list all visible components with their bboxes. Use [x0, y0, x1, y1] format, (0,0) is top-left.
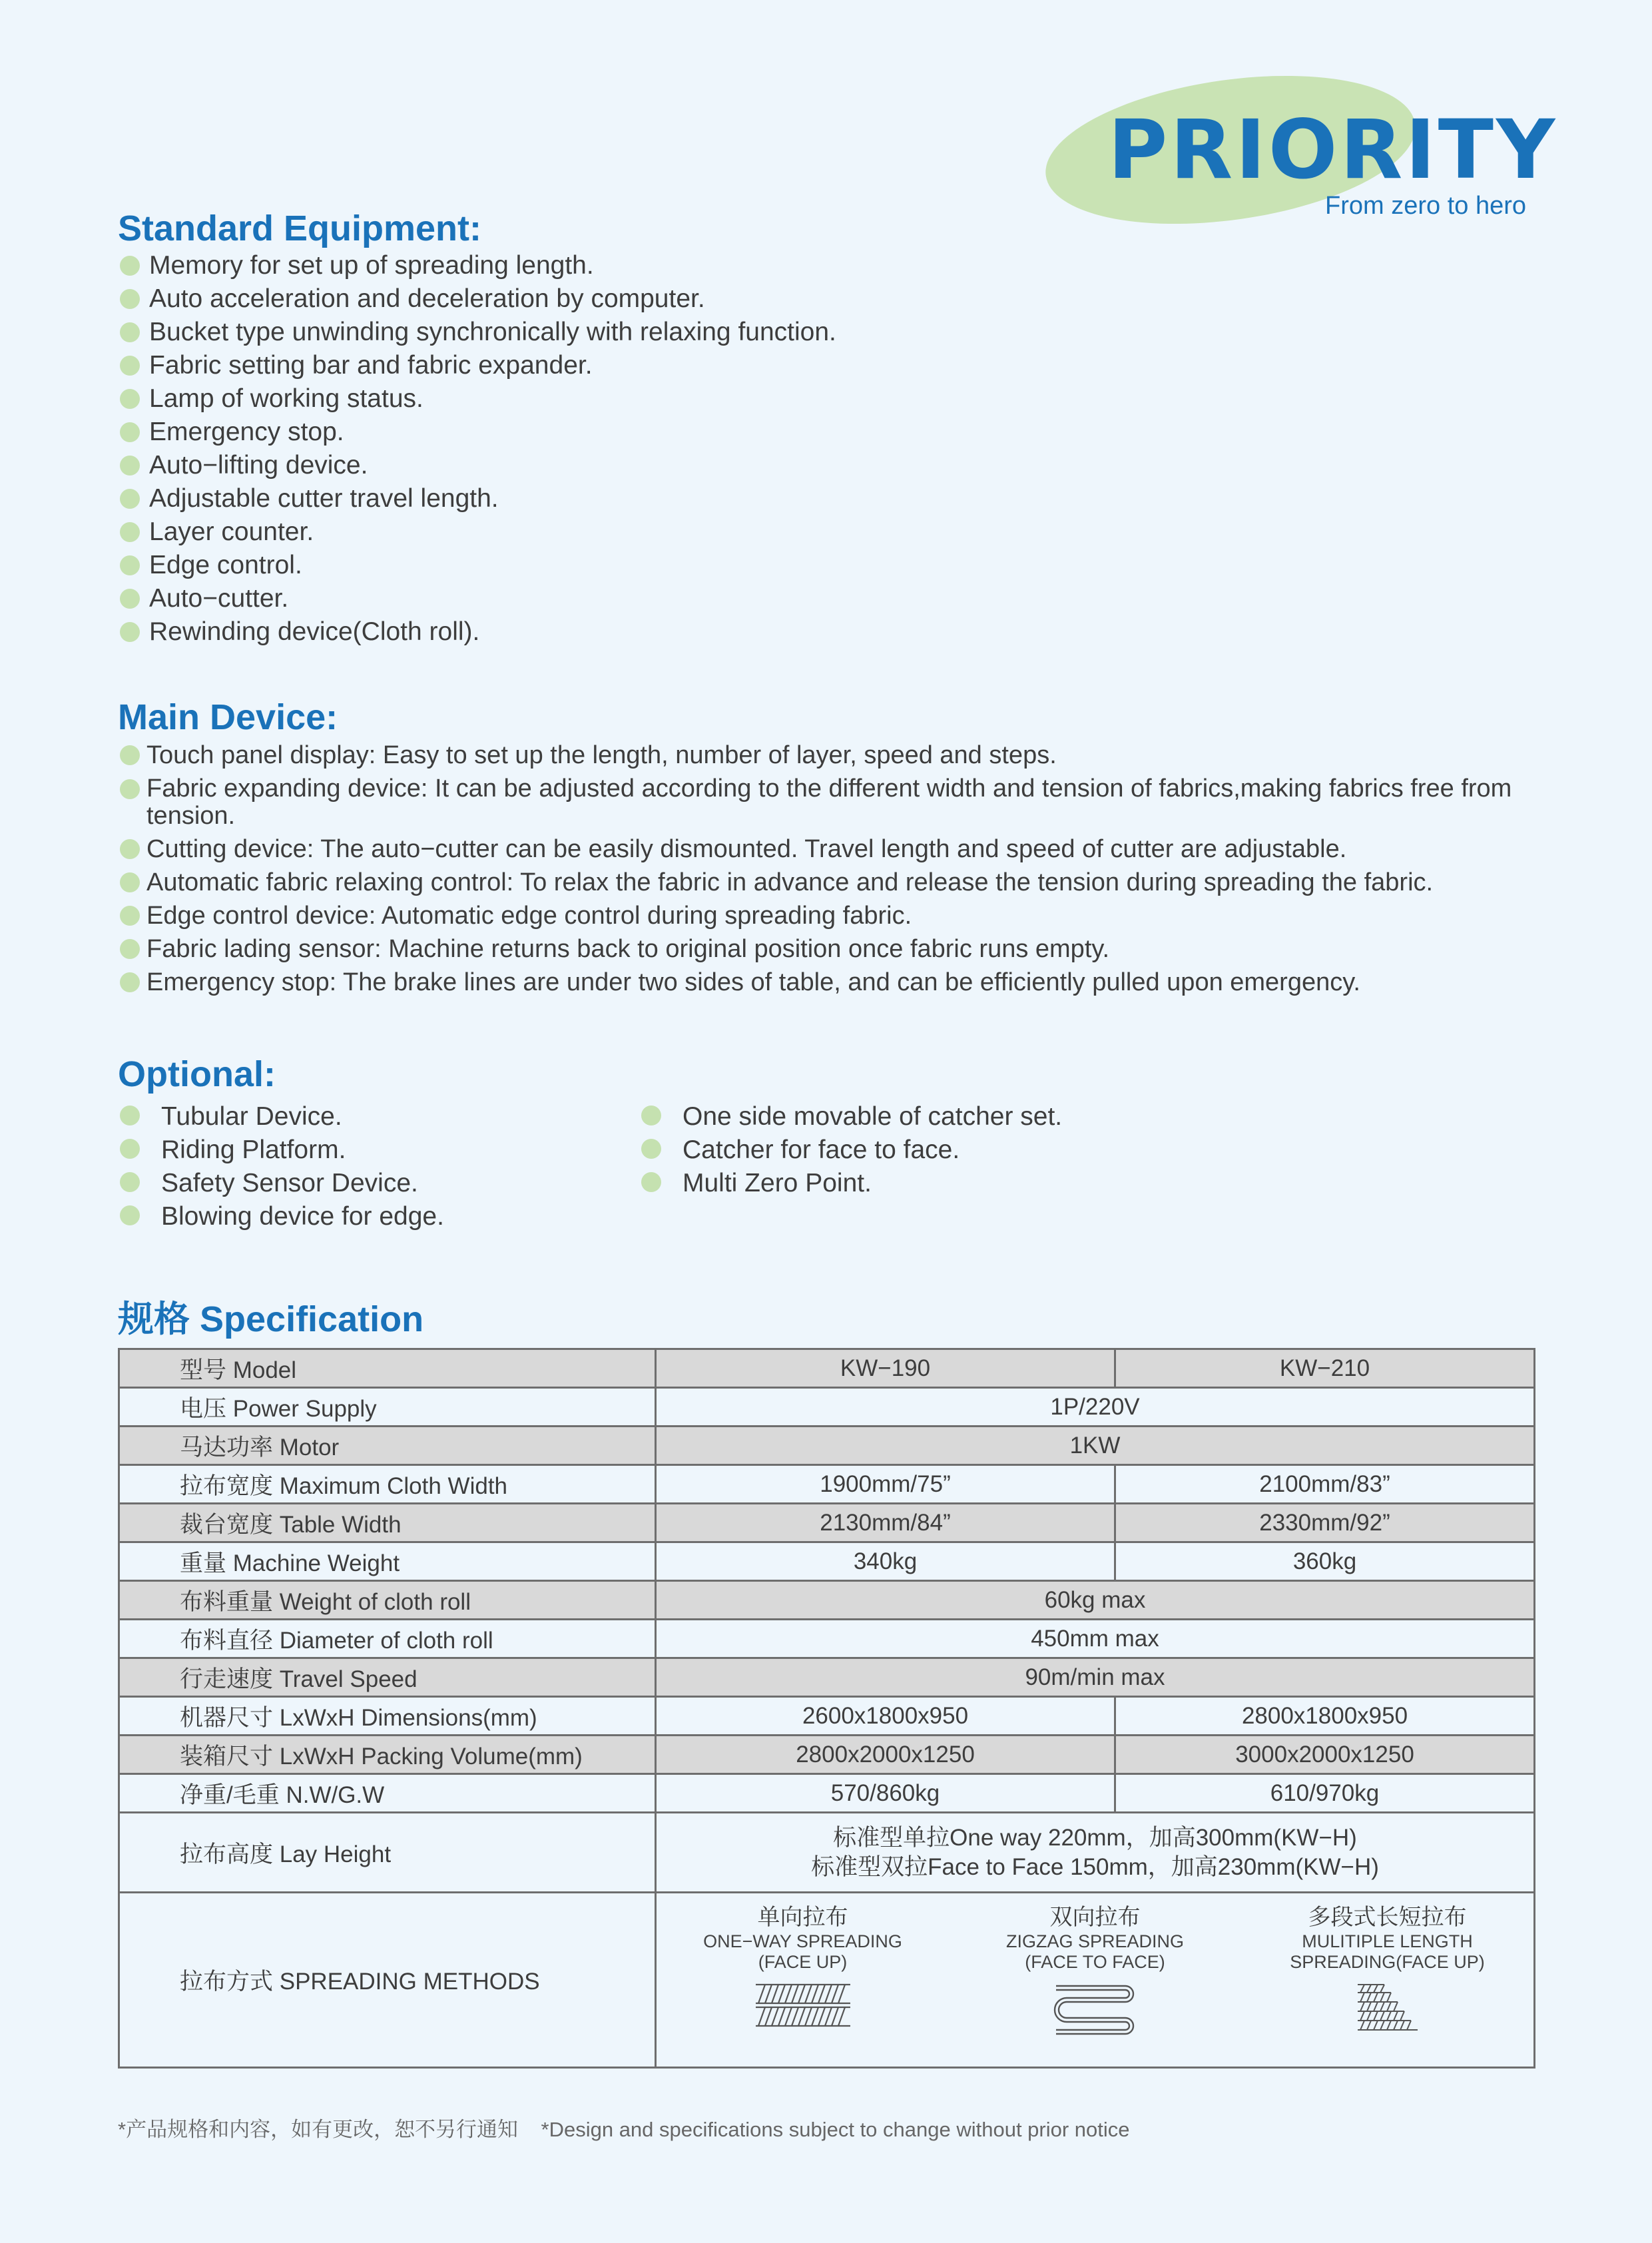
bullet-icon — [120, 489, 140, 509]
footnote: *产品规格和内容，如有更改，恕不另行通知 *Design and specifications subject to change without prior notice — [118, 2118, 1130, 2141]
standard-equipment-list — [120, 249, 836, 649]
list-item: Auto acceleration and deceleration by computer. — [120, 282, 836, 316]
table-row — [119, 1427, 1535, 1465]
row-label: 型号 Model — [119, 1349, 656, 1388]
list-item: Edge control device: Automatic edge control during spreading fabric. — [120, 899, 1531, 932]
bullet-icon — [120, 872, 140, 892]
main-device-list — [120, 739, 1531, 999]
row-label: 净重/毛重 N.W/G.W — [119, 1774, 656, 1813]
row-label: 电压 Power Supply — [119, 1388, 656, 1427]
row-label: 布料直径 Diameter of cloth roll — [119, 1620, 656, 1658]
table-cell: 60kg max — [656, 1581, 1535, 1620]
table-row — [119, 1736, 1535, 1774]
table-row — [119, 1504, 1535, 1542]
table-cell: 340kg — [656, 1542, 1115, 1581]
spreading-methods-cell — [656, 1893, 1535, 2068]
row-label: 装箱尺寸 LxWxH Packing Volume(mm) — [119, 1736, 656, 1774]
table-cell: 360kg — [1115, 1542, 1535, 1581]
bullet-icon — [120, 389, 140, 409]
list-item: Multi Zero Point. — [641, 1167, 1062, 1200]
multiple-length-spreading-icon — [1351, 1982, 1424, 2035]
row-label: 马达功率 Motor — [119, 1427, 656, 1465]
table-cell: KW−190 — [656, 1349, 1115, 1388]
logo-tagline: From zero to hero — [1325, 192, 1526, 220]
bullet-icon — [120, 356, 140, 376]
row-label: 布料重量 Weight of cloth roll — [119, 1581, 656, 1620]
table-cell: 2800x1800x950 — [1115, 1697, 1535, 1736]
zigzag-spreading-icon — [1052, 1982, 1139, 2035]
spreading-method: 双向拉布 ZIGZAG SPREADING (FACE TO FACE) — [995, 1903, 1195, 2035]
list-item: Cutting device: The auto−cutter can be easily dismounted. Travel length and speed of cutter are adjustable. — [120, 832, 1531, 866]
bullet-icon — [120, 289, 140, 309]
list-item: Adjustable cutter travel length. — [120, 482, 836, 515]
table-row — [119, 1774, 1535, 1813]
table-cell: 90m/min max — [656, 1658, 1535, 1697]
bullet-icon — [120, 1139, 140, 1159]
table-row — [119, 1388, 1535, 1427]
list-item: Fabric expanding device: It can be adjusted according to the different width and tension of fabrics,making fabrics free from tension. — [120, 775, 1531, 830]
list-item: Riding Platform. — [120, 1133, 444, 1167]
bullet-icon — [120, 906, 140, 926]
specification-table — [118, 1348, 1535, 2069]
list-item: Memory for set up of spreading length. — [120, 249, 836, 282]
list-item: Blowing device for edge. — [120, 1200, 444, 1233]
list-item: Layer counter. — [120, 515, 836, 549]
bullet-icon — [120, 256, 140, 276]
table-cell: 2330mm/92” — [1115, 1504, 1535, 1542]
bullet-icon — [120, 1106, 140, 1125]
list-item: One side movable of catcher set. — [641, 1100, 1062, 1133]
table-cell: 2100mm/83” — [1115, 1465, 1535, 1504]
bullet-icon — [120, 555, 140, 575]
brand-logo — [1039, 73, 1558, 233]
table-row-spreading-methods — [119, 1893, 1535, 2068]
list-item: Auto−lifting device. — [120, 449, 836, 482]
table-cell: 2130mm/84” — [656, 1504, 1115, 1542]
specification-heading: 规格 Specification — [118, 1299, 424, 1339]
table-row — [119, 1542, 1535, 1581]
bullet-icon — [641, 1106, 661, 1125]
list-item: Fabric lading sensor: Machine returns back to original position once fabric runs empty. — [120, 932, 1531, 966]
table-row — [119, 1465, 1535, 1504]
standard-equipment-heading: Standard Equipment: — [118, 208, 482, 248]
list-item: Emergency stop. — [120, 416, 836, 449]
spreading-method: 单向拉布 ONE−WAY SPREADING (FACE UP) — [703, 1903, 903, 2029]
list-item: Emergency stop: The brake lines are under two sides of table, and can be efficiently pulled upon emergency. — [120, 966, 1531, 999]
bullet-icon — [120, 972, 140, 992]
list-item: Automatic fabric relaxing control: To relax the fabric in advance and release the tension during spreading the fabric. — [120, 866, 1531, 899]
spreading-method: 多段式长短拉布 MULITIPLE LENGTH SPREADING(FACE UP) — [1288, 1903, 1488, 2035]
bullet-icon — [120, 779, 140, 799]
list-item: Catcher for face to face. — [641, 1133, 1062, 1167]
bullet-icon — [120, 839, 140, 859]
optional-list-right — [641, 1100, 1062, 1200]
lay-height-line: 标准型双拉Face to Face 150mm，加高230mm(KW−H) — [811, 1853, 1379, 1880]
list-item: Edge control. — [120, 549, 836, 582]
bullet-icon — [120, 522, 140, 542]
table-row — [119, 1581, 1535, 1620]
bullet-icon — [120, 322, 140, 342]
table-row-lay-height — [119, 1813, 1535, 1893]
row-label: 机器尺寸 LxWxH Dimensions(mm) — [119, 1697, 656, 1736]
bullet-icon — [120, 939, 140, 959]
bullet-icon — [641, 1139, 661, 1159]
list-item: Rewinding device(Cloth roll). — [120, 615, 836, 649]
bullet-icon — [641, 1172, 661, 1192]
table-cell: 570/860kg — [656, 1774, 1115, 1813]
bullet-icon — [120, 456, 140, 476]
bullet-icon — [120, 422, 140, 442]
table-row — [119, 1697, 1535, 1736]
bullet-icon — [120, 589, 140, 609]
lay-height-line: 标准型单拉One way 220mm，加高300mm(KW−H) — [833, 1824, 1357, 1851]
bullet-icon — [120, 622, 140, 642]
row-label: 拉布高度 Lay Height — [119, 1813, 656, 1893]
row-label: 拉布方式 SPREADING METHODS — [119, 1893, 656, 2068]
list-item: Touch panel display: Easy to set up the length, number of layer, speed and steps. — [120, 739, 1531, 772]
main-device-heading: Main Device: — [118, 697, 338, 737]
bullet-icon — [120, 745, 140, 765]
bullet-icon — [120, 1172, 140, 1192]
table-row — [119, 1658, 1535, 1697]
table-cell: 1P/220V — [656, 1388, 1535, 1427]
list-item: Tubular Device. — [120, 1100, 444, 1133]
row-label: 重量 Machine Weight — [119, 1542, 656, 1581]
table-cell: 3000x2000x1250 — [1115, 1736, 1535, 1774]
logo-wordmark: PRIORITY — [1108, 103, 1558, 197]
table-cell: 1900mm/75” — [656, 1465, 1115, 1504]
list-item: Auto−cutter. — [120, 582, 836, 615]
table-cell: 1KW — [656, 1427, 1535, 1465]
list-item: Safety Sensor Device. — [120, 1167, 444, 1200]
optional-list-left — [120, 1100, 444, 1233]
list-item: Bucket type unwinding synchronically with relaxing function. — [120, 316, 836, 349]
bullet-icon — [120, 1205, 140, 1225]
list-item: Fabric setting bar and fabric expander. — [120, 349, 836, 382]
lay-height-values — [656, 1813, 1535, 1893]
table-cell: KW−210 — [1115, 1349, 1535, 1388]
table-cell: 610/970kg — [1115, 1774, 1535, 1813]
list-item: Lamp of working status. — [120, 382, 836, 416]
one-way-spreading-icon — [753, 1982, 853, 2029]
table-row — [119, 1620, 1535, 1658]
row-label: 裁台宽度 Table Width — [119, 1504, 656, 1542]
table-cell: 450mm max — [656, 1620, 1535, 1658]
row-label: 拉布宽度 Maximum Cloth Width — [119, 1465, 656, 1504]
table-cell: 2600x1800x950 — [656, 1697, 1115, 1736]
table-row — [119, 1349, 1535, 1388]
optional-heading: Optional: — [118, 1054, 276, 1094]
row-label: 行走速度 Travel Speed — [119, 1658, 656, 1697]
table-cell: 2800x2000x1250 — [656, 1736, 1115, 1774]
